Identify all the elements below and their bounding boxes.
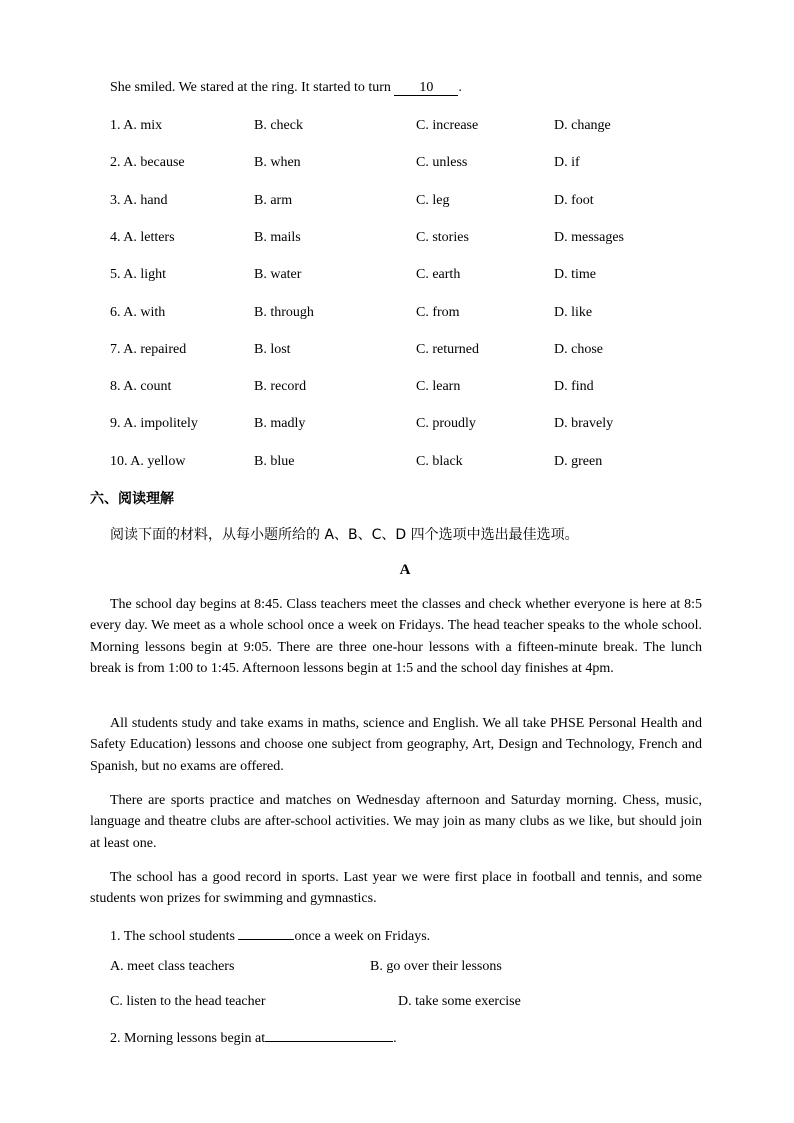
- question-1-text: 1. The school students: [110, 929, 239, 944]
- section-instruction: 阅读下面的材料，从每小题所给的 A、B、C、D 四个选项中选出最佳选项。: [110, 527, 579, 543]
- question-1-option-c[interactable]: C. listen to the head teacher: [110, 994, 266, 1009]
- option-2-b[interactable]: B. when: [254, 155, 301, 171]
- question-2-text-end: .: [393, 1031, 397, 1046]
- option-4-c[interactable]: C. stories: [416, 229, 469, 245]
- option-1-c[interactable]: C. increase: [416, 118, 479, 133]
- option-row-8: [0, 378, 794, 396]
- option-10-d[interactable]: D. green: [554, 453, 603, 469]
- option-row-6: [0, 304, 794, 322]
- option-1-a[interactable]: 1. A. mix: [110, 118, 163, 133]
- option-8-c[interactable]: C. learn: [416, 379, 461, 395]
- option-9-b[interactable]: B. madly: [254, 416, 306, 432]
- option-8-a[interactable]: 8. A. count: [110, 379, 172, 395]
- paragraph-4: The school has a good record in sports. Last year we were first place in football and tennis, and some students won prizes for swimming and gymnastics.: [90, 870, 702, 907]
- question-2-blank[interactable]: [265, 1027, 393, 1042]
- option-row-5: [0, 266, 794, 284]
- option-row-3: [0, 192, 794, 210]
- option-5-b[interactable]: B. water: [254, 267, 302, 283]
- option-10-b[interactable]: B. blue: [254, 453, 295, 469]
- question-1-text-end: once a week on Fridays.: [294, 929, 431, 944]
- option-9-d[interactable]: D. bravely: [554, 416, 614, 432]
- question-1: [110, 925, 430, 946]
- option-1-b[interactable]: B. check: [254, 118, 303, 133]
- option-6-d[interactable]: D. like: [554, 304, 593, 320]
- option-row-10: [0, 453, 794, 471]
- question-2: [110, 1027, 397, 1048]
- option-10-c[interactable]: C. black: [416, 453, 463, 469]
- passage-title: A: [399, 562, 411, 578]
- option-9-a[interactable]: 9. A. impolitely: [110, 416, 198, 432]
- option-3-c[interactable]: C. leg: [416, 192, 450, 208]
- option-7-a[interactable]: 7. A. repaired: [110, 341, 187, 357]
- option-5-a[interactable]: 5. A. light: [110, 267, 167, 283]
- option-9-c[interactable]: C. proudly: [416, 416, 476, 432]
- option-row-4: [0, 229, 794, 247]
- option-7-b[interactable]: B. lost: [254, 341, 291, 357]
- option-2-a[interactable]: 2. A. because: [110, 155, 185, 171]
- intro-blank[interactable]: 10: [394, 80, 458, 96]
- question-2-text: 2. Morning lessons begin at: [110, 1031, 266, 1046]
- question-1-option-d[interactable]: D. take some exercise: [398, 994, 521, 1009]
- option-8-b[interactable]: B. record: [254, 379, 307, 395]
- option-2-c[interactable]: C. unless: [416, 155, 468, 171]
- option-row-7: [0, 341, 794, 359]
- intro-end: .: [458, 80, 462, 95]
- option-row-9: [0, 415, 794, 433]
- option-4-a[interactable]: 4. A. letters: [110, 229, 175, 245]
- option-3-d[interactable]: D. foot: [554, 192, 594, 208]
- option-row-1: [0, 117, 794, 135]
- question-1-option-b[interactable]: B. go over their lessons: [370, 959, 502, 974]
- option-5-d[interactable]: D. time: [554, 267, 596, 283]
- option-3-a[interactable]: 3. A. hand: [110, 192, 168, 208]
- option-2-d[interactable]: D. if: [554, 155, 580, 171]
- option-6-b[interactable]: B. through: [254, 304, 314, 320]
- paragraph-3: There are sports practice and matches on Wednesday afternoon and Saturday morning. Chess, music, language and theatre clubs are after-school activities. We may join as many clubs as we like, but should join at least one.: [90, 793, 702, 851]
- option-4-d[interactable]: D. messages: [554, 229, 624, 245]
- option-row-2: [0, 154, 794, 172]
- paragraph-2: All students study and take exams in maths, science and English. We all take PHSE Personal Health and Safety Education) lessons and choose one subject from geography, Art, Design and Technology, French and Spanish, but no exams are offered.: [90, 716, 702, 774]
- question-1-option-a[interactable]: A. meet class teachers: [110, 959, 235, 974]
- paragraph-1: The school day begins at 8:45. Class teachers meet the classes and check whether everyone is here at 8:5 every day. We meet as a whole school once a week on Fridays. The head teacher speaks to the whole school. Morning lessons begin at 9:05. There are three one-hour lessons with a fifteen-minute break. The lunch break is from 1:00 to 1:45. Afternoon lessons begin at 1:5 and the school day finishes at 4pm.: [90, 597, 702, 676]
- intro-sentence: [110, 80, 462, 96]
- option-1-d[interactable]: D. change: [554, 118, 611, 133]
- option-5-c[interactable]: C. earth: [416, 267, 461, 283]
- question-1-blank[interactable]: [238, 925, 294, 940]
- option-6-a[interactable]: 6. A. with: [110, 304, 166, 320]
- option-6-c[interactable]: C. from: [416, 304, 460, 320]
- section-title: 六、阅读理解: [90, 491, 174, 507]
- option-7-c[interactable]: C. returned: [416, 341, 479, 357]
- option-7-d[interactable]: D. chose: [554, 341, 603, 357]
- option-3-b[interactable]: B. arm: [254, 192, 293, 208]
- option-10-a[interactable]: 10. A. yellow: [110, 453, 186, 469]
- option-8-d[interactable]: D. find: [554, 379, 594, 395]
- option-4-b[interactable]: B. mails: [254, 229, 301, 245]
- intro-text: She smiled. We stared at the ring. It started to turn: [110, 80, 395, 95]
